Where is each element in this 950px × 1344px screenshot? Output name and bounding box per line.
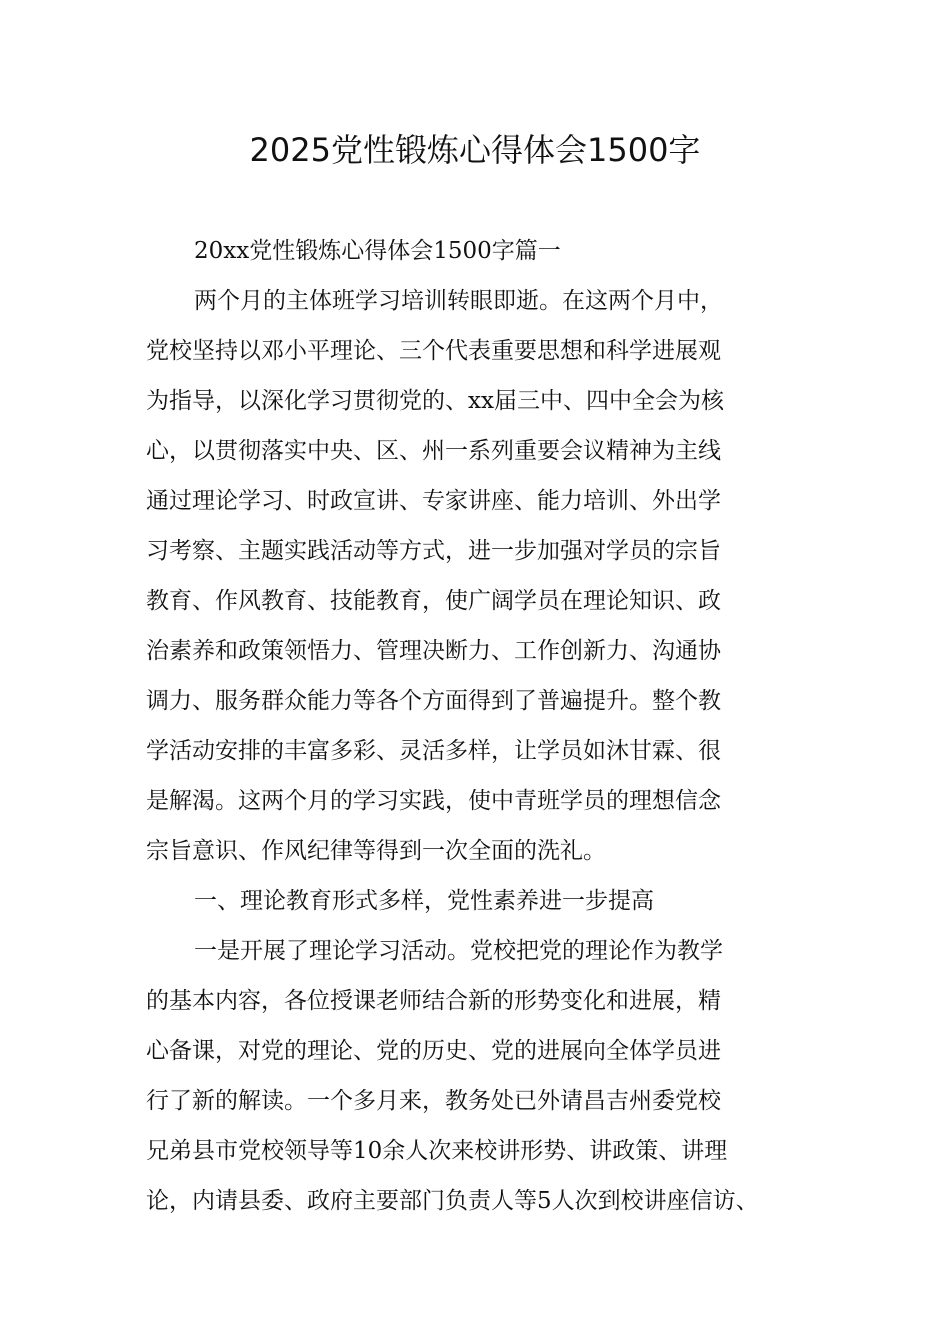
text-line: 两个月的主体班学习培训转眼即逝。在这两个月中，	[194, 288, 723, 314]
text-line: 论，内请县委、政府主要部门负责人等5人次到校讲座信访、	[146, 1188, 759, 1214]
text-line: 是解渴。这两个月的学习实践，使中青班学员的理想信念	[146, 788, 721, 814]
text-line: 兄弟县市党校领导等10余人次来校讲形势、讲政策、讲理	[146, 1138, 728, 1164]
text-line: 调力、服务群众能力等各个方面得到了普遍提升。整个教	[146, 688, 721, 714]
text-line: 心，以贯彻落实中央、区、州一系列重要会议精神为主线	[146, 438, 721, 464]
text-line: 习考察、主题实践活动等方式，进一步加强对学员的宗旨	[146, 538, 721, 564]
text-line: 20xx党性锻炼心得体会1500字篇一	[194, 238, 561, 264]
document-body	[146, 226, 826, 1226]
text-line: 行了新的解读。一个多月来，教务处已外请昌吉州委党校	[146, 1088, 721, 1114]
text-line: 教育、作风教育、技能教育，使广阔学员在理论知识、政	[146, 588, 721, 614]
text-line: 为指导，以深化学习贯彻党的、xx届三中、四中全会为核	[146, 388, 724, 414]
document-title: 2025党性锻炼心得体会1500字	[249, 131, 701, 169]
text-line: 的基本内容，各位授课老师结合新的形势变化和进展，精	[146, 988, 721, 1014]
text-line: 一、理论教育形式多样，党性素养进一步提高	[194, 888, 654, 914]
text-line: 党校坚持以邓小平理论、三个代表重要思想和科学进展观	[146, 338, 721, 364]
text-line: 通过理论学习、时政宣讲、专家讲座、能力培训、外出学	[146, 488, 721, 514]
text-line: 心备课，对党的理论、党的历史、党的进展向全体学员进	[146, 1038, 721, 1064]
text-line: 治素养和政策领悟力、管理决断力、工作创新力、沟通协	[146, 638, 721, 664]
text-line: 宗旨意识、作风纪律等得到一次全面的洗礼。	[146, 838, 606, 864]
text-line: 学活动安排的丰富多彩、灵活多样，让学员如沐甘霖、很	[146, 738, 721, 764]
text-line: 一是开展了理论学习活动。党校把党的理论作为教学	[194, 938, 723, 964]
